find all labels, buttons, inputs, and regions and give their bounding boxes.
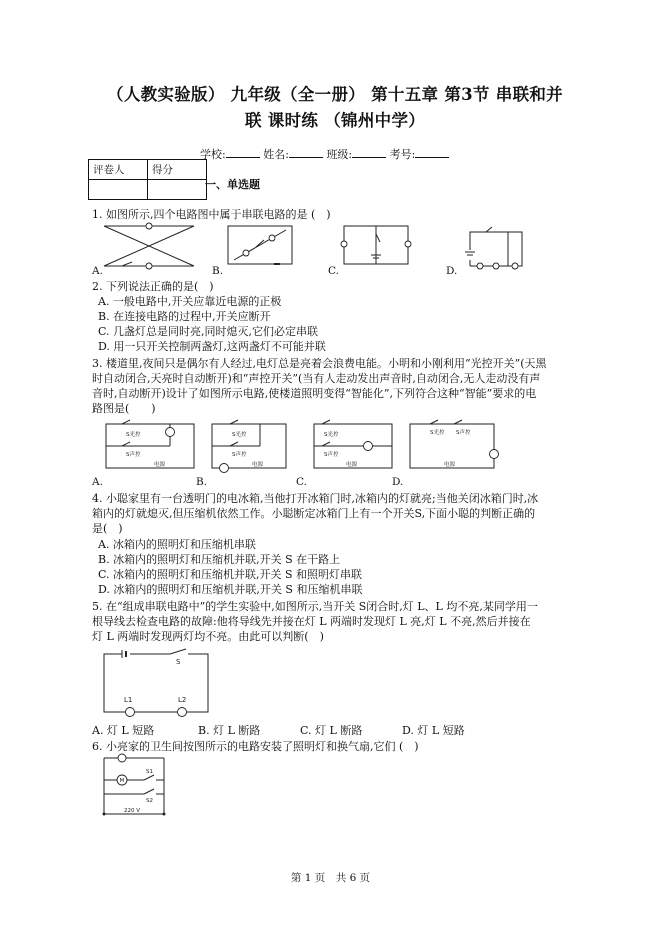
q1-circuit-b <box>226 224 296 268</box>
q1-option-b[interactable]: B. <box>212 265 224 277</box>
q4-option-d[interactable]: D. 冰箱内的照明灯和压缩机并联,开关 S 和压缩机串联 <box>98 583 363 596</box>
question-3-line-4: 路图是( ) <box>92 402 156 415</box>
q3c-s-sound: S声控 <box>324 452 339 458</box>
q3a-power: 电源 <box>154 462 166 468</box>
document-title <box>95 82 575 134</box>
question-1: 1. 如图所示,四个电路图中属于串联电路的是 ( ) <box>92 208 331 221</box>
q2-option-c[interactable]: C. 几盏灯总是同时亮,同时熄灭,它们必定串联 <box>98 325 319 338</box>
score-cell[interactable] <box>148 180 207 200</box>
q5-option-c[interactable]: C. 灯 L 断路 <box>300 724 363 737</box>
question-5-line-3: 灯 L 两端时发现两灯均不亮。由此可以判断( ) <box>92 630 324 643</box>
question-3-line-3: 音时,自动断开)设计了如图所示电路,使楼道照明变得“智能化”,下列符合这种“智能”要求的电 <box>92 387 537 400</box>
question-5-line-2: 根导线去检查电路的故障:他将导线先并接在灯 L 两端时发现灯 L 亮,灯 L 不亮,然后并接在 <box>92 615 531 628</box>
q6-voltage-label: 220 V <box>124 808 141 814</box>
title-line-2: 联 课时练 （锦州中学） <box>244 111 426 130</box>
q1-option-d[interactable]: D. <box>446 265 458 277</box>
q3c-s-light: S光控 <box>324 432 339 438</box>
name-label: 姓名: <box>263 148 289 161</box>
q5-option-d[interactable]: D. 灯 L 短路 <box>402 724 465 737</box>
question-4-line-2: 箱内的灯就熄灭,但压缩机依然工作。小聪断定冰箱门上有一个开关S,下面小聪的判断正确的 <box>92 507 536 520</box>
q1-circuit-a <box>102 224 198 268</box>
reviewer-header: 评卷人 <box>89 160 148 180</box>
question-3-line-1: 3. 楼道里,夜间只是偶尔有人经过,电灯总是亮着会浪费电能。小明和小刚利用“光控开关”(天黑 <box>92 357 547 370</box>
school-label: 学校: <box>200 148 226 161</box>
q4-option-a[interactable]: A. 冰箱内的照明灯和压缩机串联 <box>98 538 256 551</box>
q5-option-a[interactable]: A. 灯 L 短路 <box>92 724 155 737</box>
q2-option-b[interactable]: B. 在连接电路的过程中,开关应断开 <box>98 310 271 323</box>
question-3-line-2: 时自动闭合,天亮时自动断开)和“声控开关”(当有人走动发出声音时,自动闭合,无人走动没有声 <box>92 372 541 385</box>
question-4-line-1: 4. 小聪家里有一台透明门的电冰箱,当他打开冰箱门时,冰箱内的灯就亮;当他关闭冰箱门时,冰 <box>92 492 539 505</box>
student-info-line <box>200 146 449 162</box>
q2-option-d[interactable]: D. 用一只开关控制两盏灯,这两盏灯不可能并联 <box>98 340 326 353</box>
q4-option-b[interactable]: B. 冰箱内的照明灯和压缩机并联,开关 S 在干路上 <box>98 553 341 566</box>
q3-circuit-d <box>408 420 498 472</box>
question-4-line-3: 是( ) <box>92 522 123 535</box>
q3-option-a[interactable]: A. <box>92 476 103 488</box>
q3-circuit-a <box>104 420 198 472</box>
section-heading: 一、单选题 <box>205 178 260 191</box>
q3a-s-light: S光控 <box>126 432 141 438</box>
q1-option-a[interactable]: A. <box>92 265 103 277</box>
question-6: 6. 小亮家的卫生间按图所示的电路安装了照明灯和换气扇,它们 ( ) <box>92 740 419 753</box>
question-2: 2. 下列说法正确的是( ) <box>92 280 214 293</box>
q5-switch-label: S <box>176 658 181 666</box>
q1-circuit-c <box>342 224 412 268</box>
school-blank[interactable] <box>226 148 260 158</box>
q6-s1-label: S1 <box>146 769 153 775</box>
q3d-s-light: S光控 <box>430 430 445 436</box>
exam-no-label: 考号: <box>389 148 416 161</box>
q3-option-c[interactable]: C. <box>296 476 307 488</box>
q3-option-b[interactable]: B. <box>196 476 208 488</box>
q3d-s-sound: S声控 <box>456 430 471 436</box>
q3-circuit-b <box>210 420 290 472</box>
class-blank[interactable] <box>352 148 386 158</box>
q1-circuit-d <box>460 224 530 270</box>
q3a-s-sound: S声控 <box>126 452 141 458</box>
q3c-power: 电源 <box>346 462 358 468</box>
q5-l2-label: L2 <box>178 696 187 704</box>
q6-circuit <box>100 756 184 818</box>
q3b-s-sound: S声控 <box>232 452 247 458</box>
q5-l1-label: L1 <box>124 696 133 704</box>
q3b-power: 电源 <box>252 462 264 468</box>
page-footer: 第 1 页 共 6 页 <box>290 872 371 884</box>
name-blank[interactable] <box>289 148 323 158</box>
exam-no-blank[interactable] <box>415 148 449 158</box>
q3d-power: 电源 <box>444 462 456 468</box>
q2-option-a[interactable]: A. 一般电路中,开关应靠近电源的正极 <box>98 295 282 308</box>
q3-circuit-c <box>312 420 396 472</box>
q4-option-c[interactable]: C. 冰箱内的照明灯和压缩机并联,开关 S 和照明灯串联 <box>98 568 363 581</box>
reviewer-cell[interactable] <box>89 180 148 200</box>
score-header: 得分 <box>148 160 207 180</box>
question-5-line-1: 5. 在“组成串联电路中”的学生实验中,如图所示,当开关 S闭合时,灯 L、L 均不亮,某同学用一 <box>92 600 538 613</box>
score-table <box>88 159 207 200</box>
q5-circuit <box>100 650 212 720</box>
q3b-s-light: S光控 <box>232 432 247 438</box>
q5-option-b[interactable]: B. 灯 L 断路 <box>198 724 261 737</box>
title-line-1: （人教实验版） 九年级（全一册） 第十五章 第3节 串联和并 <box>107 85 563 104</box>
q3-option-d[interactable]: D. <box>392 476 404 488</box>
q6-s2-label: S2 <box>146 798 153 804</box>
q6-motor-label: M <box>119 778 125 784</box>
class-label: 班级: <box>326 148 353 161</box>
q1-option-c[interactable]: C. <box>328 265 339 277</box>
